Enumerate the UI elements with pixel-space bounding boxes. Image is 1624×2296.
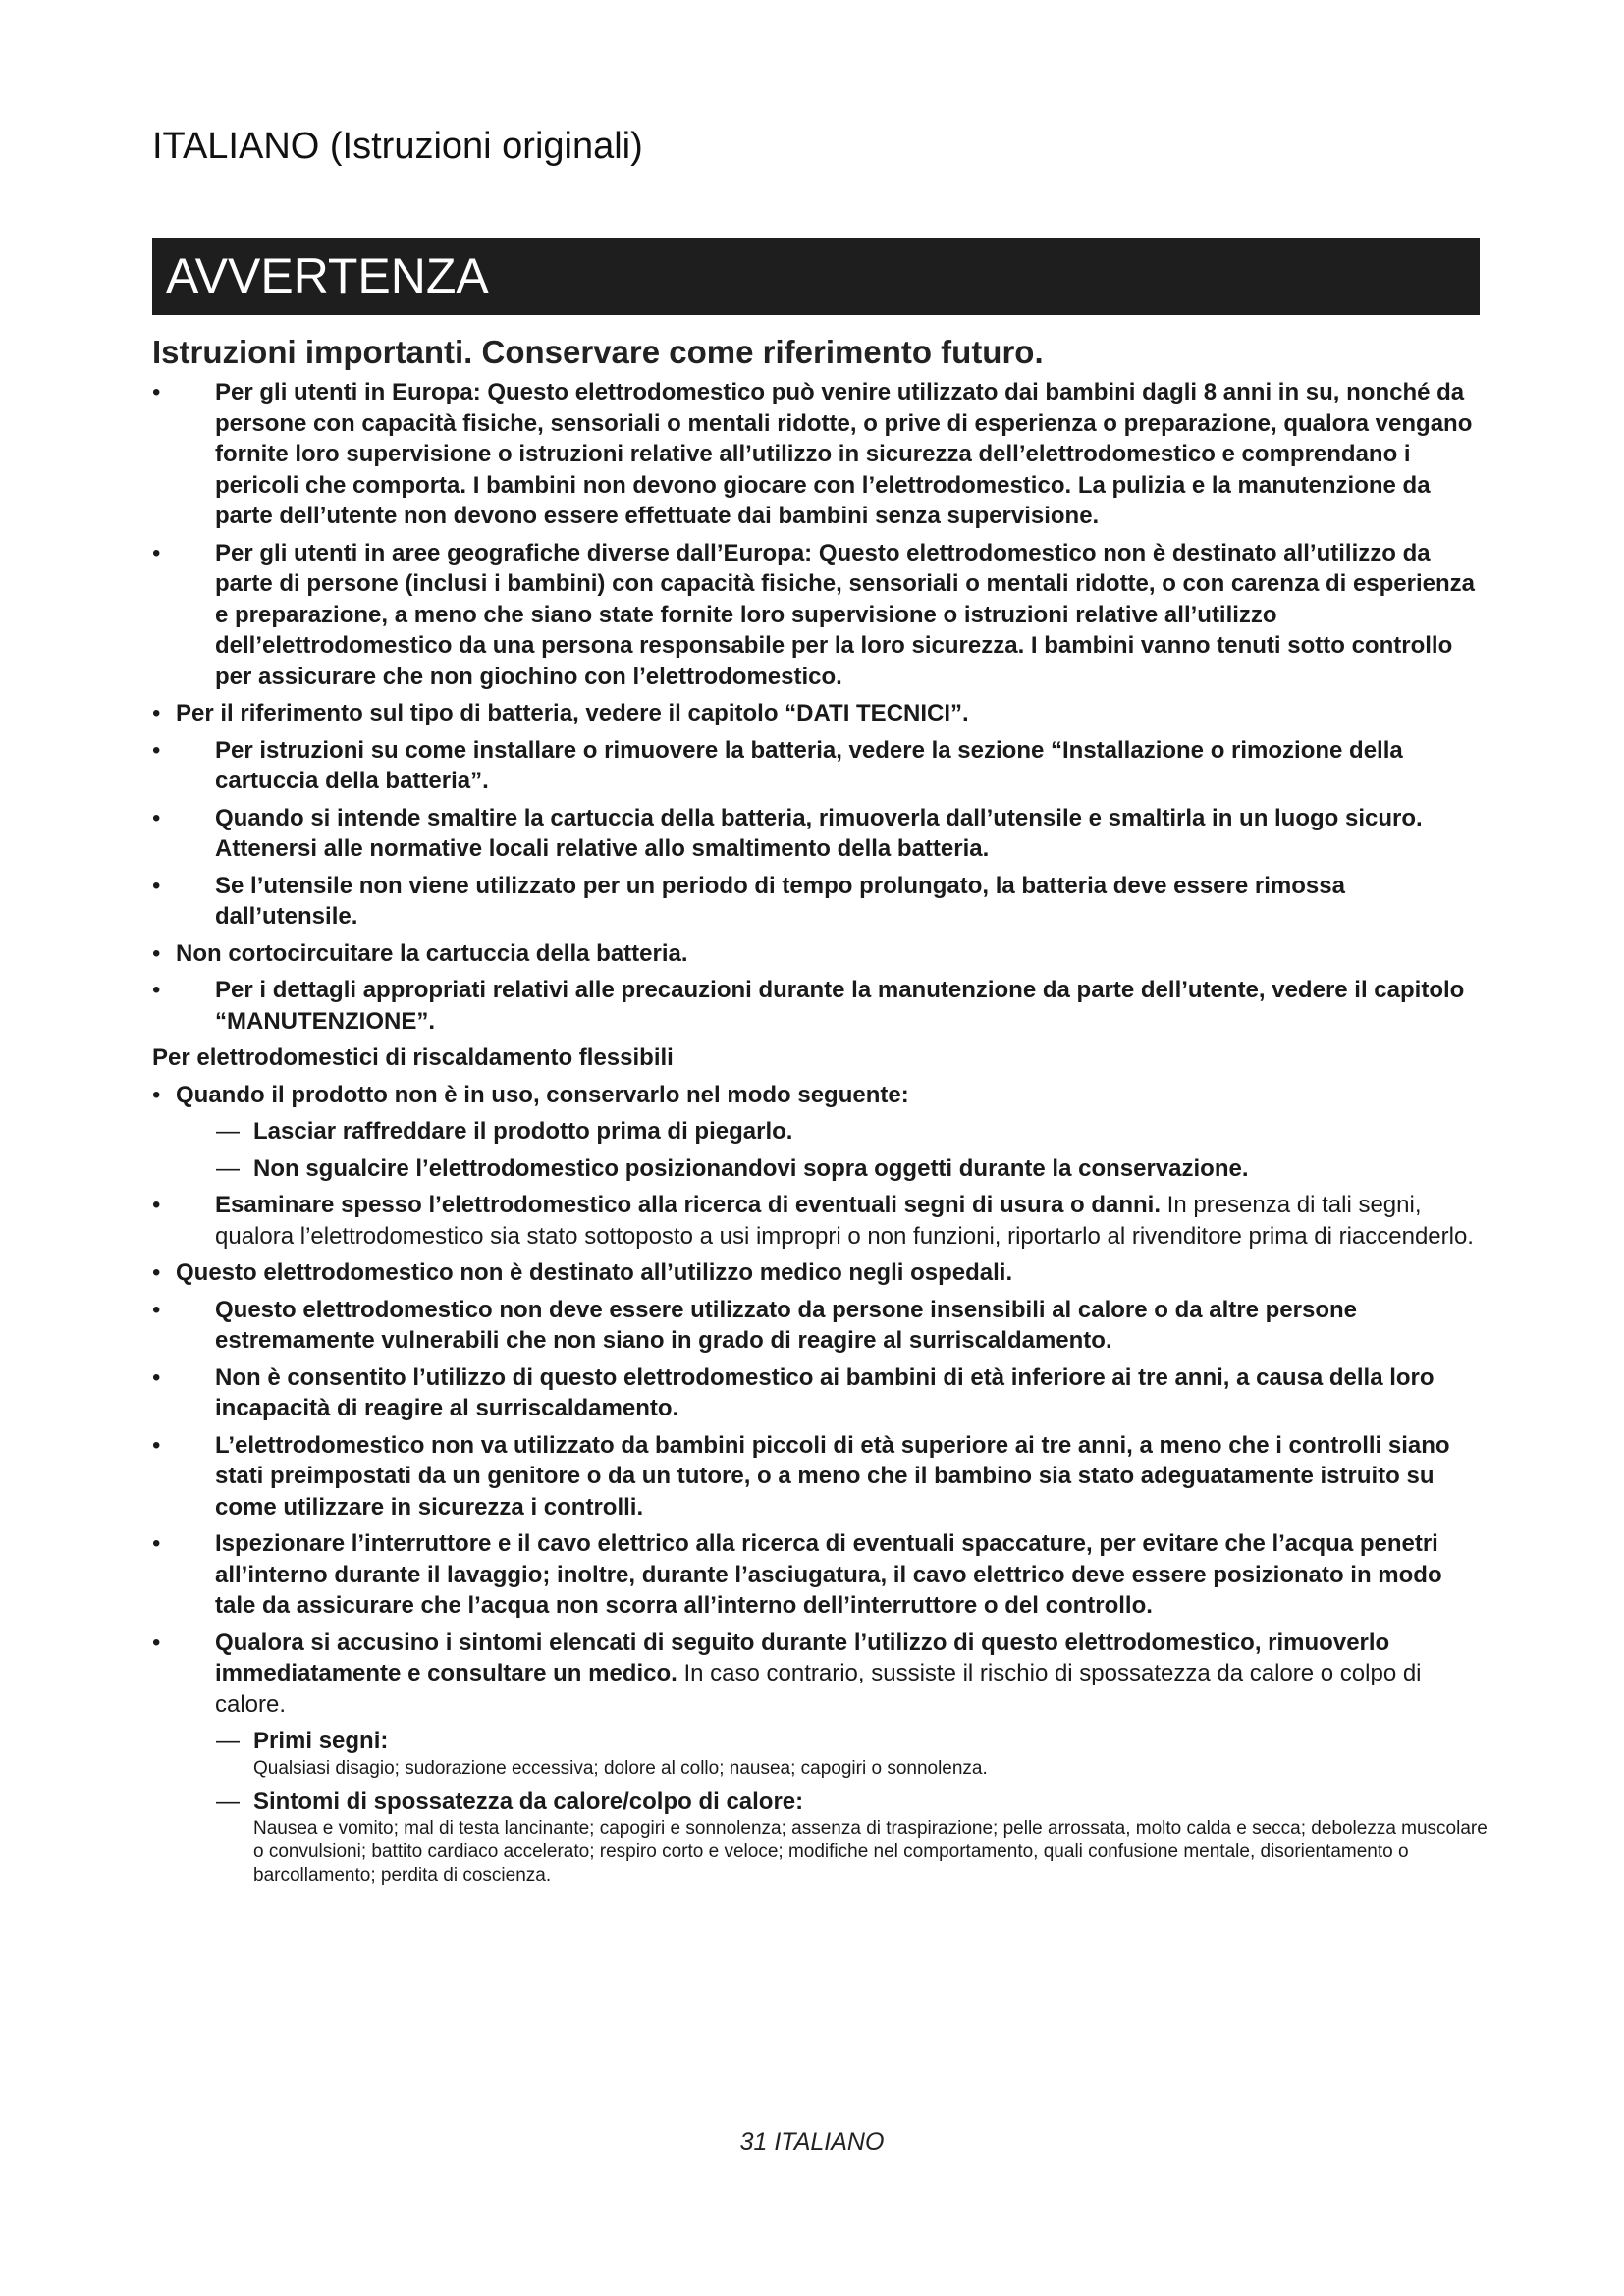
bullet-young-children-controls: • L’elettrodomestico non va utilizzato da bambini piccoli di età superiore ai tre anni, a meno che i controlli siano stati preimpostati da un genitore o da un tutore, o a meno che il bambino sia stato adeguatamente istruito su come utilizzare in sicurezza i controlli. bbox=[152, 1430, 1488, 1523]
language-title: ITALIANO (Istruzioni originali) bbox=[152, 126, 643, 167]
bullet-symptoms bbox=[152, 1628, 1488, 1721]
important-instructions-subtitle: Istruzioni importanti. Conservare come riferimento futuro. bbox=[152, 334, 1044, 370]
bullet-inspect-wear bbox=[152, 1190, 1488, 1252]
symptoms-regular-text: In caso contrario, sussiste il rischio di spossatezza da calore o colpo di calore. bbox=[215, 1660, 1422, 1718]
dash-heat-symptoms bbox=[152, 1787, 1488, 1889]
bullet-battery-disposal: • Quando si intende smaltire la cartuccia della batteria, rimuoverla dall’utensile e smaltirla in un luogo sicuro. Attenersi alle normative locali relative allo smaltimento della batteria. bbox=[152, 803, 1488, 865]
heat-symptoms-title: — Sintomi di spossatezza da calore/colpo di calore: bbox=[253, 1788, 804, 1815]
bullet-maintenance-reference: • Per i dettagli appropriati relativi alle precauzioni durante la manutenzione da parte dell’utente, vedere il capitolo “MANUTENZIONE”. bbox=[152, 975, 1488, 1037]
instructions-body bbox=[152, 377, 1488, 1894]
bullet-not-medical: • Questo elettrodomestico non è destinato all’utilizzo medico negli ospedali. bbox=[152, 1257, 1488, 1289]
bullet-inspect-switch-cord: • Ispezionare l’interruttore e il cavo elettrico alla ricerca di eventuali spaccature, per evitare che l’acqua penetri all’interno durante il lavaggio; inoltre, durante l’asciugatura, il cavo elettrico deve essere posizionato in modo tale da assicurare che l’acqua non scorra all’interno dell’interruttore o del controllo. bbox=[152, 1528, 1488, 1622]
first-signs-text: Qualsiasi disagio; sudorazione eccessiva; dolore al collo; nausea; capogiri o sonnolenza. bbox=[253, 1757, 988, 1779]
bullet-storage: • Quando il prodotto non è in uso, conservarlo nel modo seguente: bbox=[152, 1080, 1488, 1111]
dash-no-crease: — Non sgualcire l’elettrodomestico posizionandovi sopra oggetti durante la conservazione. bbox=[152, 1153, 1488, 1185]
first-signs-title: — Primi segni: bbox=[253, 1728, 389, 1754]
dash-let-cool: — Lasciar raffreddare il prodotto prima di piegarlo. bbox=[152, 1116, 1488, 1148]
heat-symptoms-text: Nausea e vomito; mal di testa lancinante; capogiri e sonnolenza; assenza di traspirazione; pelle arrossata, molto calda e secca; debolezza muscolare o convulsioni; battito cardiaco accelerato; respiro corto e veloce; modifiche nel comportamento, quali confusione mentale, disorientamento o barcollamento; perdita di coscienza. bbox=[253, 1818, 1488, 1886]
bullet-insensitive-persons: • Questo elettrodomestico non deve essere utilizzato da persone insensibili al calore o da altre persone estremamente vulnerabili che non siano in grado di reagire al surriscaldamento. bbox=[152, 1295, 1488, 1357]
inspect-bold-text: Esaminare spesso l’elettrodomestico alla ricerca di eventuali segni di usura o danni. bbox=[215, 1192, 1161, 1218]
bullet-battery-remove-unused: • Se l’utensile non viene utilizzato per un periodo di tempo prolungato, la batteria deve essere rimossa dall’utensile. bbox=[152, 871, 1488, 933]
symptoms-bold-text: Qualora si accusino i sintomi elencati di seguito durante l’utilizzo di questo elettrodomestico, rimuoverlo immediatamente e consultare un medico. bbox=[215, 1629, 1390, 1686]
bullet-children-under-three: • Non è consentito l’utilizzo di questo elettrodomestico ai bambini di età inferiore ai tre anni, a causa della loro incapacità di reagire al surriscaldamento. bbox=[152, 1362, 1488, 1424]
inspect-regular-text: In presenza di tali segni, qualora l’elettrodomestico sia stato sottoposto a usi impropri o non funzioni, riportarlo al rivenditore prima di riaccenderlo. bbox=[215, 1192, 1474, 1250]
bullet-europe-users: • Per gli utenti in Europa: Questo elettrodomestico può venire utilizzato dai bambini dagli 8 anni in su, nonché da persone con capacità fisiche, sensoriali o mentali ridotte, o prive di esperienza o preparazione, qualora vengano fornite loro supervisione o istruzioni relative all’utilizzo in sicurezza dell’elettrodomestico e comprendano i pericoli che comporta. I bambini non devono giocare con l’elettrodomestico. La pulizia e la manutenzione da parte dell’utente non devono essere effettuate dai bambini senza supervisione. bbox=[152, 377, 1488, 532]
flexible-heating-heading: Per elettrodomestici di riscaldamento flessibili bbox=[152, 1044, 674, 1071]
warning-label: AVVERTENZA bbox=[166, 248, 489, 303]
warning-banner bbox=[152, 238, 1480, 315]
bullet-battery-type: • Per il riferimento sul tipo di batteria, vedere il capitolo “DATI TECNICI”. bbox=[152, 698, 1488, 729]
bullet-non-europe-users: • Per gli utenti in aree geografiche diverse dall’Europa: Questo elettrodomestico non è destinato all’utilizzo da parte di persone (inclusi i bambini) con capacità fisiche, sensoriali o mentali ridotte, o con carenza di esperienza e preparazione, a meno che siano state fornite loro supervisione o istruzioni relative all’utilizzo dell’elettrodomestico da una persona responsabile per la loro sicurezza. I bambini vanno tenuti sotto controllo per assicurare che non giochino con l’elettrodomestico. bbox=[152, 538, 1488, 693]
bullet-no-short-circuit: • Non cortocircuitare la cartuccia della batteria. bbox=[152, 938, 1488, 970]
page-footer: 31 ITALIANO bbox=[739, 2128, 885, 2156]
bullet-battery-install: • Per istruzioni su come installare o rimuovere la batteria, vedere la sezione “Installazione o rimozione della cartuccia della batteria”. bbox=[152, 735, 1488, 797]
dash-first-signs bbox=[152, 1726, 1488, 1781]
